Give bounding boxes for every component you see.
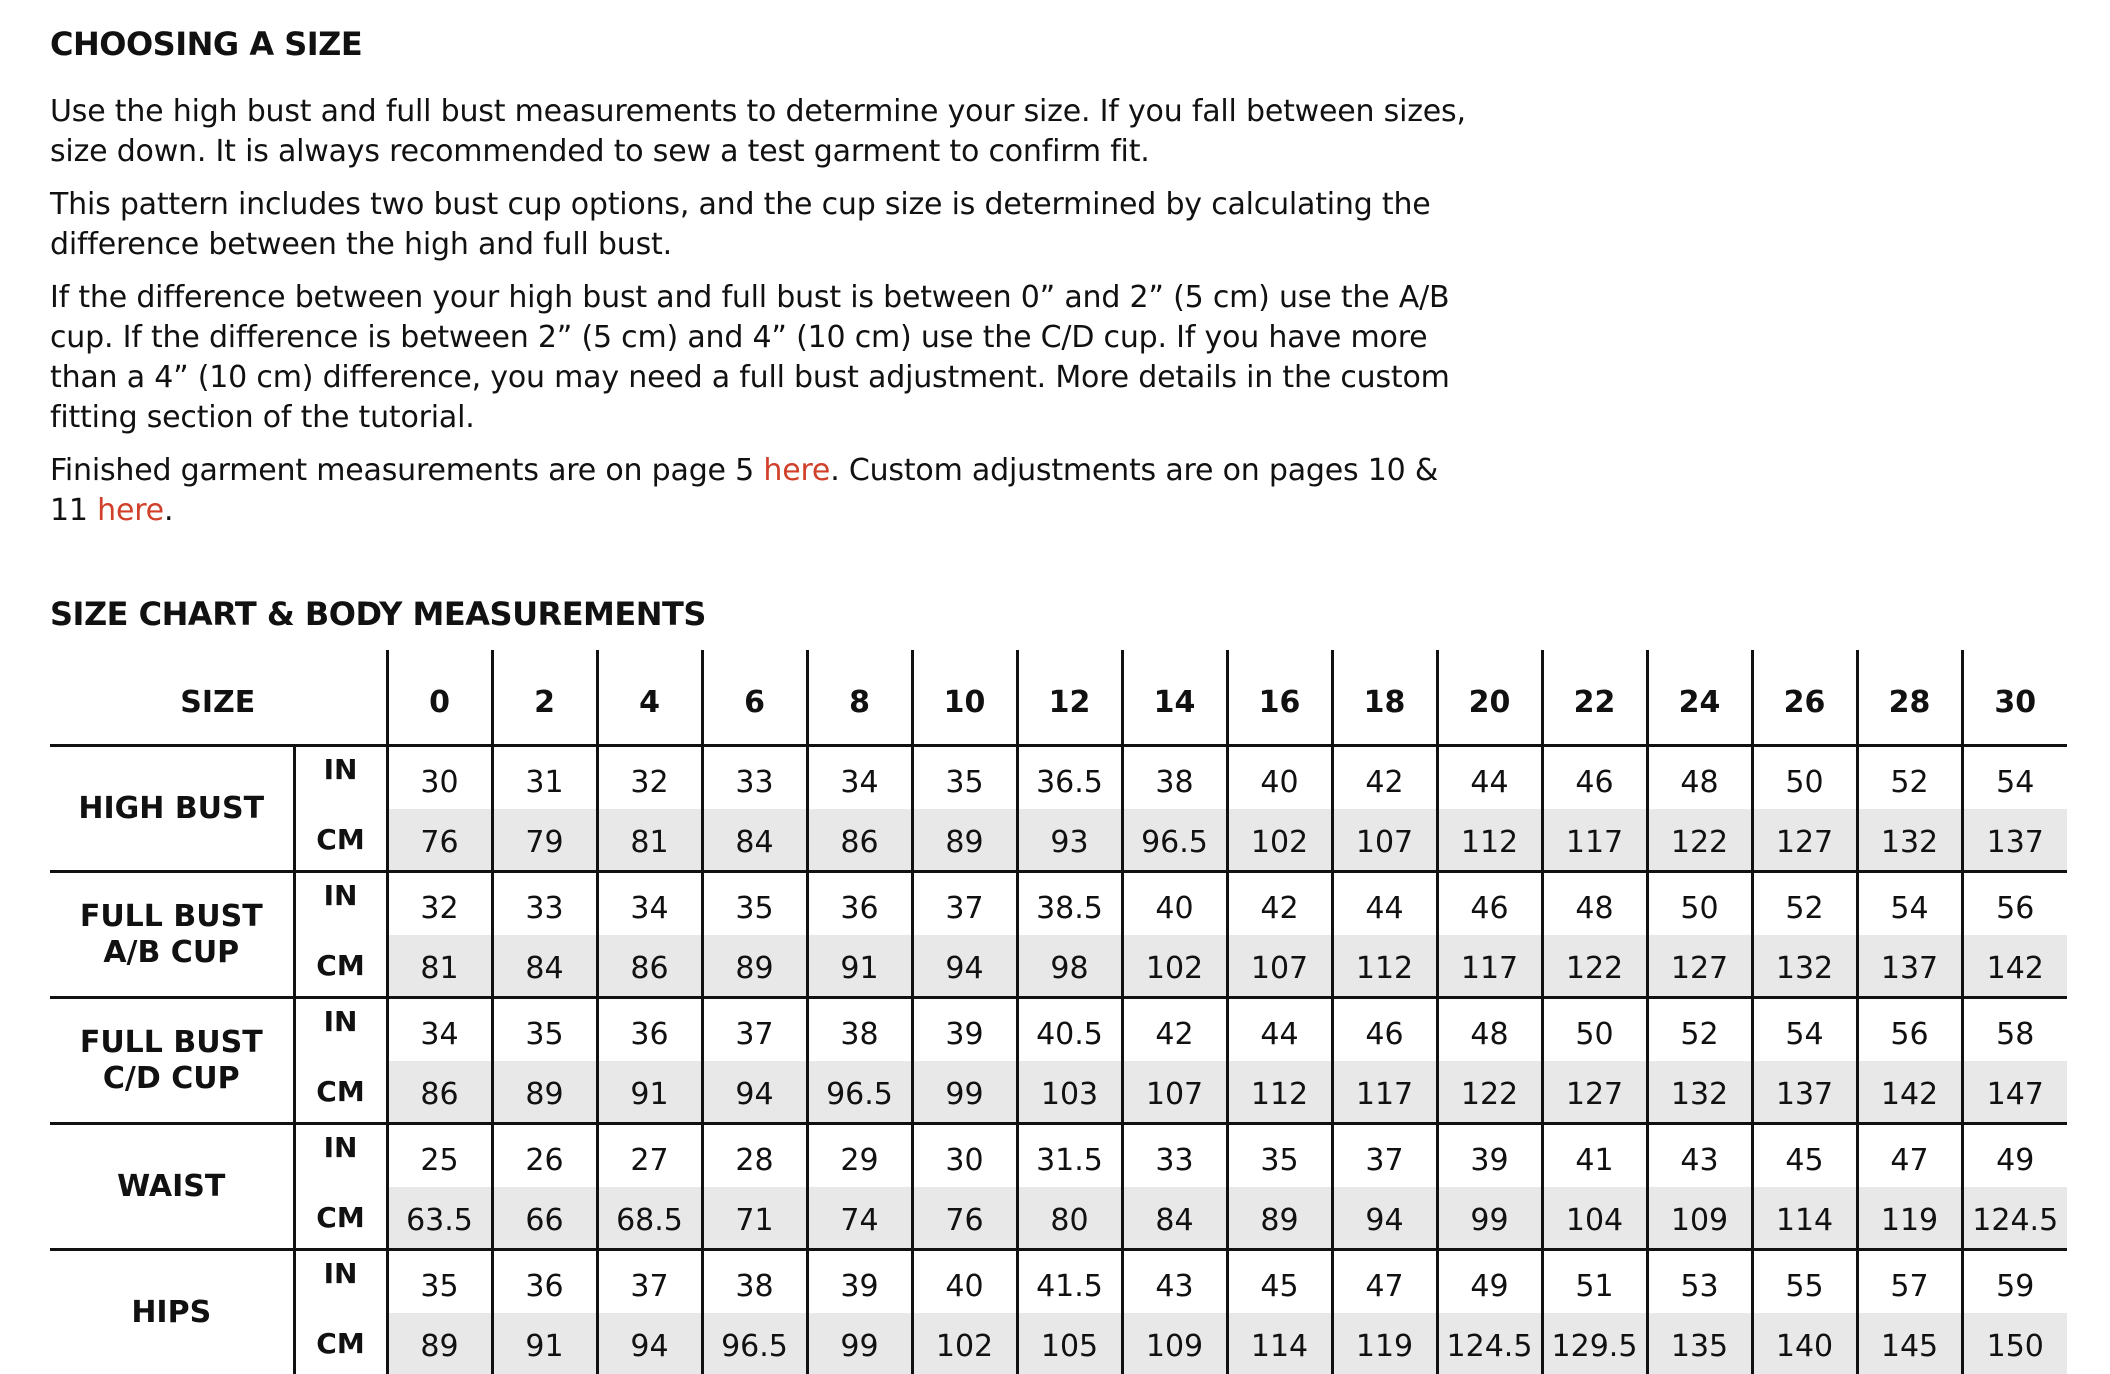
intro-paragraph-1: Use the high bust and full bust measurements to determine your size. If you fall between sizes, size down. It is always recommended to sew a test garment to confirm fit. bbox=[50, 92, 1480, 172]
measurement-cell-cm: 105 bbox=[1017, 1313, 1122, 1374]
measurement-row-in bbox=[50, 872, 2067, 936]
measurement-row-in bbox=[50, 998, 2067, 1062]
measurement-cell-in: 52 bbox=[1752, 872, 1857, 936]
measurement-cell-in: 52 bbox=[1857, 746, 1962, 810]
measurement-cell-cm: 147 bbox=[1962, 1061, 2067, 1124]
measurement-cell-cm: 99 bbox=[912, 1061, 1017, 1124]
measurement-cell-in: 35 bbox=[912, 746, 1017, 810]
size-header-cell: 18 bbox=[1332, 650, 1437, 746]
unit-label-in: IN bbox=[294, 1250, 387, 1314]
measurement-cell-in: 44 bbox=[1332, 872, 1437, 936]
measurement-cell-in: 27 bbox=[597, 1124, 702, 1188]
measurement-cell-cm: 81 bbox=[387, 935, 492, 998]
measurement-cell-in: 54 bbox=[1857, 872, 1962, 936]
measurement-cell-cm: 99 bbox=[807, 1313, 912, 1374]
measurement-cell-cm: 132 bbox=[1752, 935, 1857, 998]
measurement-cell-cm: 99 bbox=[1437, 1187, 1542, 1250]
measurement-rows bbox=[50, 746, 2067, 1374]
size-header-cell: 6 bbox=[702, 650, 807, 746]
measurement-cell-in: 38 bbox=[807, 998, 912, 1062]
measurement-group-label-line1: FULL BUST bbox=[50, 1025, 293, 1061]
measurement-cell-cm: 117 bbox=[1542, 809, 1647, 872]
measurement-cell-in: 49 bbox=[1962, 1124, 2067, 1188]
measurement-cell-in: 57 bbox=[1857, 1250, 1962, 1314]
size-header-cell: 30 bbox=[1962, 650, 2067, 746]
measurement-cell-cm: 91 bbox=[807, 935, 912, 998]
measurement-cell-in: 33 bbox=[1122, 1124, 1227, 1188]
measurement-cell-in: 48 bbox=[1542, 872, 1647, 936]
measurement-row-cm bbox=[50, 809, 2067, 872]
measurement-cell-cm: 142 bbox=[1962, 935, 2067, 998]
measurement-cell-cm: 74 bbox=[807, 1187, 912, 1250]
intro-paragraph-3: If the difference between your high bust and full bust is between 0” and 2” (5 cm) use the A/B cup. If the difference is between 2” (5 cm) and 4” (10 cm) use the C/D cup. If you have more than a 4” (10 cm) difference, you may need a full bust adjustment. More details in the custom fitting section of the tutorial. bbox=[50, 278, 1480, 438]
unit-label-cm: CM bbox=[294, 1313, 387, 1374]
measurement-cell-in: 50 bbox=[1647, 872, 1752, 936]
measurement-cell-cm: 71 bbox=[702, 1187, 807, 1250]
measurement-cell-in: 39 bbox=[807, 1250, 912, 1314]
measurement-cell-cm: 117 bbox=[1332, 1061, 1437, 1124]
size-header-cell: 12 bbox=[1017, 650, 1122, 746]
measurement-group-label bbox=[50, 998, 294, 1124]
intro-paragraph-2: This pattern includes two bust cup options, and the cup size is determined by calculating the difference between the high and full bust. bbox=[50, 185, 1480, 265]
measurement-cell-in: 46 bbox=[1437, 872, 1542, 936]
measurement-group-label-line2: A/B CUP bbox=[50, 935, 293, 971]
measurement-cell-in: 35 bbox=[1227, 1124, 1332, 1188]
measurement-cell-cm: 89 bbox=[492, 1061, 597, 1124]
measurement-cell-in: 53 bbox=[1647, 1250, 1752, 1314]
measurement-cell-cm: 104 bbox=[1542, 1187, 1647, 1250]
measurement-cell-cm: 107 bbox=[1122, 1061, 1227, 1124]
size-header-cell: 14 bbox=[1122, 650, 1227, 746]
measurement-cell-cm: 117 bbox=[1437, 935, 1542, 998]
unit-label-cm: CM bbox=[294, 1061, 387, 1124]
measurement-cell-in: 37 bbox=[1332, 1124, 1437, 1188]
measurement-cell-in: 50 bbox=[1752, 746, 1857, 810]
measurement-cell-in: 38 bbox=[702, 1250, 807, 1314]
measurement-cell-cm: 135 bbox=[1647, 1313, 1752, 1374]
measurement-cell-in: 44 bbox=[1437, 746, 1542, 810]
measurement-cell-cm: 122 bbox=[1647, 809, 1752, 872]
measurement-cell-cm: 94 bbox=[1332, 1187, 1437, 1250]
measurement-cell-cm: 66 bbox=[492, 1187, 597, 1250]
measurement-cell-in: 41 bbox=[1542, 1124, 1647, 1188]
measurement-row-in bbox=[50, 746, 2067, 810]
measurement-cell-in: 35 bbox=[492, 998, 597, 1062]
measurement-cell-cm: 76 bbox=[912, 1187, 1017, 1250]
measurement-cell-cm: 137 bbox=[1857, 935, 1962, 998]
measurement-cell-cm: 96.5 bbox=[702, 1313, 807, 1374]
measurement-group-label-line1: HIGH BUST bbox=[50, 791, 293, 827]
measurement-cell-cm: 89 bbox=[387, 1313, 492, 1374]
measurement-cell-cm: 86 bbox=[807, 809, 912, 872]
measurement-cell-in: 42 bbox=[1227, 872, 1332, 936]
measurement-cell-in: 55 bbox=[1752, 1250, 1857, 1314]
measurement-cell-cm: 84 bbox=[492, 935, 597, 998]
measurement-cell-cm: 127 bbox=[1542, 1061, 1647, 1124]
measurement-cell-cm: 89 bbox=[702, 935, 807, 998]
measurement-cell-in: 37 bbox=[702, 998, 807, 1062]
measurement-group-label bbox=[50, 872, 294, 998]
size-header-cell: 24 bbox=[1647, 650, 1752, 746]
size-header-cell: 20 bbox=[1437, 650, 1542, 746]
measurement-cell-in: 38.5 bbox=[1017, 872, 1122, 936]
measurement-cell-cm: 122 bbox=[1437, 1061, 1542, 1124]
unit-label-in: IN bbox=[294, 872, 387, 936]
measurement-cell-in: 47 bbox=[1857, 1124, 1962, 1188]
measurement-cell-cm: 68.5 bbox=[597, 1187, 702, 1250]
measurement-row-in bbox=[50, 1124, 2067, 1188]
measurement-cell-in: 26 bbox=[492, 1124, 597, 1188]
measurement-cell-cm: 140 bbox=[1752, 1313, 1857, 1374]
measurement-cell-in: 39 bbox=[1437, 1124, 1542, 1188]
measurement-cell-in: 40 bbox=[1122, 872, 1227, 936]
measurement-row-cm bbox=[50, 1187, 2067, 1250]
measurement-cell-in: 39 bbox=[912, 998, 1017, 1062]
unit-label-in: IN bbox=[294, 746, 387, 810]
size-column-label: SIZE bbox=[50, 650, 387, 746]
size-header-cell: 26 bbox=[1752, 650, 1857, 746]
measurement-group-label-line2: C/D CUP bbox=[50, 1061, 293, 1097]
measurement-cell-in: 36 bbox=[492, 1250, 597, 1314]
measurement-cell-in: 29 bbox=[807, 1124, 912, 1188]
intro-p4-text-c: . bbox=[164, 493, 173, 528]
measurement-cell-cm: 91 bbox=[492, 1313, 597, 1374]
measurement-cell-in: 59 bbox=[1962, 1250, 2067, 1314]
unit-label-cm: CM bbox=[294, 809, 387, 872]
measurement-cell-in: 45 bbox=[1227, 1250, 1332, 1314]
measurement-cell-in: 36 bbox=[597, 998, 702, 1062]
measurement-cell-cm: 112 bbox=[1332, 935, 1437, 998]
measurement-cell-in: 58 bbox=[1962, 998, 2067, 1062]
measurement-cell-cm: 109 bbox=[1647, 1187, 1752, 1250]
measurement-cell-cm: 107 bbox=[1227, 935, 1332, 998]
size-chart-heading: SIZE CHART & BODY MEASUREMENTS bbox=[50, 598, 706, 630]
measurement-cell-in: 40 bbox=[1227, 746, 1332, 810]
measurement-cell-cm: 89 bbox=[1227, 1187, 1332, 1250]
choosing-size-heading: CHOOSING A SIZE bbox=[50, 28, 362, 60]
measurement-row-cm bbox=[50, 1061, 2067, 1124]
measurement-cell-in: 30 bbox=[912, 1124, 1017, 1188]
measurement-cell-in: 50 bbox=[1542, 998, 1647, 1062]
measurement-group-label-line1: FULL BUST bbox=[50, 899, 293, 935]
measurement-cell-in: 32 bbox=[597, 746, 702, 810]
measurement-cell-in: 31 bbox=[492, 746, 597, 810]
measurement-cell-cm: 94 bbox=[597, 1313, 702, 1374]
measurement-cell-cm: 114 bbox=[1227, 1313, 1332, 1374]
measurement-cell-cm: 98 bbox=[1017, 935, 1122, 998]
measurement-cell-in: 48 bbox=[1437, 998, 1542, 1062]
measurement-cell-in: 49 bbox=[1437, 1250, 1542, 1314]
measurement-cell-cm: 84 bbox=[1122, 1187, 1227, 1250]
intro-text bbox=[50, 92, 1480, 544]
measurement-cell-cm: 86 bbox=[597, 935, 702, 998]
measurement-cell-in: 36 bbox=[807, 872, 912, 936]
measurement-cell-in: 30 bbox=[387, 746, 492, 810]
size-chart-table bbox=[50, 650, 2067, 1374]
measurement-cell-cm: 84 bbox=[702, 809, 807, 872]
measurement-cell-in: 48 bbox=[1647, 746, 1752, 810]
measurement-cell-in: 46 bbox=[1542, 746, 1647, 810]
measurement-cell-in: 43 bbox=[1122, 1250, 1227, 1314]
finished-measurements-link[interactable]: here bbox=[763, 453, 830, 488]
unit-label-in: IN bbox=[294, 1124, 387, 1188]
size-header-cell: 22 bbox=[1542, 650, 1647, 746]
measurement-cell-cm: 86 bbox=[387, 1061, 492, 1124]
size-header-row bbox=[50, 650, 2067, 746]
measurement-cell-in: 28 bbox=[702, 1124, 807, 1188]
measurement-cell-cm: 96.5 bbox=[807, 1061, 912, 1124]
measurement-cell-cm: 109 bbox=[1122, 1313, 1227, 1374]
measurement-cell-cm: 81 bbox=[597, 809, 702, 872]
measurement-group-label-line1: WAIST bbox=[50, 1169, 293, 1205]
measurement-cell-cm: 102 bbox=[1122, 935, 1227, 998]
intro-p4-text-b: . Custom adjustments are on pages 10 & 11 bbox=[50, 453, 1438, 528]
measurement-cell-in: 44 bbox=[1227, 998, 1332, 1062]
size-header-cell: 0 bbox=[387, 650, 492, 746]
measurement-cell-cm: 142 bbox=[1857, 1061, 1962, 1124]
measurement-cell-in: 56 bbox=[1962, 872, 2067, 936]
measurement-cell-cm: 102 bbox=[912, 1313, 1017, 1374]
measurement-row-in bbox=[50, 1250, 2067, 1314]
measurement-cell-in: 35 bbox=[702, 872, 807, 936]
unit-label-cm: CM bbox=[294, 935, 387, 998]
measurement-cell-cm: 96.5 bbox=[1122, 809, 1227, 872]
measurement-cell-cm: 124.5 bbox=[1437, 1313, 1542, 1374]
measurement-cell-cm: 112 bbox=[1227, 1061, 1332, 1124]
measurement-cell-cm: 129.5 bbox=[1542, 1313, 1647, 1374]
measurement-cell-in: 40.5 bbox=[1017, 998, 1122, 1062]
measurement-cell-in: 37 bbox=[597, 1250, 702, 1314]
measurement-cell-in: 47 bbox=[1332, 1250, 1437, 1314]
measurement-cell-cm: 102 bbox=[1227, 809, 1332, 872]
measurement-cell-cm: 132 bbox=[1647, 1061, 1752, 1124]
measurement-cell-in: 37 bbox=[912, 872, 1017, 936]
measurement-cell-cm: 112 bbox=[1437, 809, 1542, 872]
measurement-cell-cm: 119 bbox=[1332, 1313, 1437, 1374]
size-header-cell: 8 bbox=[807, 650, 912, 746]
measurement-cell-cm: 94 bbox=[912, 935, 1017, 998]
measurement-cell-in: 42 bbox=[1122, 998, 1227, 1062]
measurement-cell-in: 42 bbox=[1332, 746, 1437, 810]
measurement-row-cm bbox=[50, 1313, 2067, 1374]
measurement-cell-in: 52 bbox=[1647, 998, 1752, 1062]
size-header-cell: 4 bbox=[597, 650, 702, 746]
size-header-cell: 16 bbox=[1227, 650, 1332, 746]
measurement-cell-cm: 93 bbox=[1017, 809, 1122, 872]
measurement-cell-cm: 79 bbox=[492, 809, 597, 872]
measurement-cell-in: 54 bbox=[1752, 998, 1857, 1062]
measurement-group-label bbox=[50, 1124, 294, 1250]
measurement-cell-cm: 137 bbox=[1752, 1061, 1857, 1124]
intro-p4-text-a: Finished garment measurements are on page 5 bbox=[50, 453, 763, 488]
intro-paragraph-4 bbox=[50, 451, 1480, 531]
unit-label-in: IN bbox=[294, 998, 387, 1062]
measurement-cell-in: 33 bbox=[492, 872, 597, 936]
measurement-cell-in: 33 bbox=[702, 746, 807, 810]
unit-label-cm: CM bbox=[294, 1187, 387, 1250]
measurement-cell-in: 34 bbox=[387, 998, 492, 1062]
measurement-cell-in: 54 bbox=[1962, 746, 2067, 810]
measurement-cell-cm: 124.5 bbox=[1962, 1187, 2067, 1250]
measurement-cell-cm: 127 bbox=[1752, 809, 1857, 872]
measurement-cell-cm: 122 bbox=[1542, 935, 1647, 998]
measurement-cell-in: 25 bbox=[387, 1124, 492, 1188]
custom-adjustments-link[interactable]: here bbox=[97, 493, 164, 528]
measurement-cell-cm: 137 bbox=[1962, 809, 2067, 872]
measurement-cell-cm: 132 bbox=[1857, 809, 1962, 872]
size-header-cell: 2 bbox=[492, 650, 597, 746]
measurement-cell-cm: 76 bbox=[387, 809, 492, 872]
measurement-cell-cm: 94 bbox=[702, 1061, 807, 1124]
measurement-group-label-line1: HIPS bbox=[50, 1295, 293, 1331]
measurement-cell-cm: 91 bbox=[597, 1061, 702, 1124]
measurement-cell-cm: 80 bbox=[1017, 1187, 1122, 1250]
measurement-cell-in: 36.5 bbox=[1017, 746, 1122, 810]
measurement-cell-in: 34 bbox=[807, 746, 912, 810]
measurement-row-cm bbox=[50, 935, 2067, 998]
measurement-cell-cm: 89 bbox=[912, 809, 1017, 872]
measurement-cell-cm: 107 bbox=[1332, 809, 1437, 872]
measurement-group-label bbox=[50, 746, 294, 872]
measurement-cell-in: 40 bbox=[912, 1250, 1017, 1314]
measurement-cell-in: 46 bbox=[1332, 998, 1437, 1062]
measurement-cell-cm: 145 bbox=[1857, 1313, 1962, 1374]
measurement-cell-cm: 127 bbox=[1647, 935, 1752, 998]
measurement-cell-in: 56 bbox=[1857, 998, 1962, 1062]
measurement-cell-cm: 150 bbox=[1962, 1313, 2067, 1374]
measurement-cell-in: 34 bbox=[597, 872, 702, 936]
size-header-cell: 10 bbox=[912, 650, 1017, 746]
measurement-cell-in: 41.5 bbox=[1017, 1250, 1122, 1314]
measurement-cell-in: 38 bbox=[1122, 746, 1227, 810]
measurement-cell-cm: 114 bbox=[1752, 1187, 1857, 1250]
measurement-cell-cm: 119 bbox=[1857, 1187, 1962, 1250]
measurement-cell-in: 45 bbox=[1752, 1124, 1857, 1188]
measurement-cell-cm: 103 bbox=[1017, 1061, 1122, 1124]
size-header-cell: 28 bbox=[1857, 650, 1962, 746]
measurement-cell-in: 43 bbox=[1647, 1124, 1752, 1188]
measurement-cell-in: 31.5 bbox=[1017, 1124, 1122, 1188]
measurement-cell-in: 32 bbox=[387, 872, 492, 936]
measurement-cell-in: 35 bbox=[387, 1250, 492, 1314]
measurement-group-label bbox=[50, 1250, 294, 1374]
measurement-cell-in: 51 bbox=[1542, 1250, 1647, 1314]
measurement-cell-cm: 63.5 bbox=[387, 1187, 492, 1250]
